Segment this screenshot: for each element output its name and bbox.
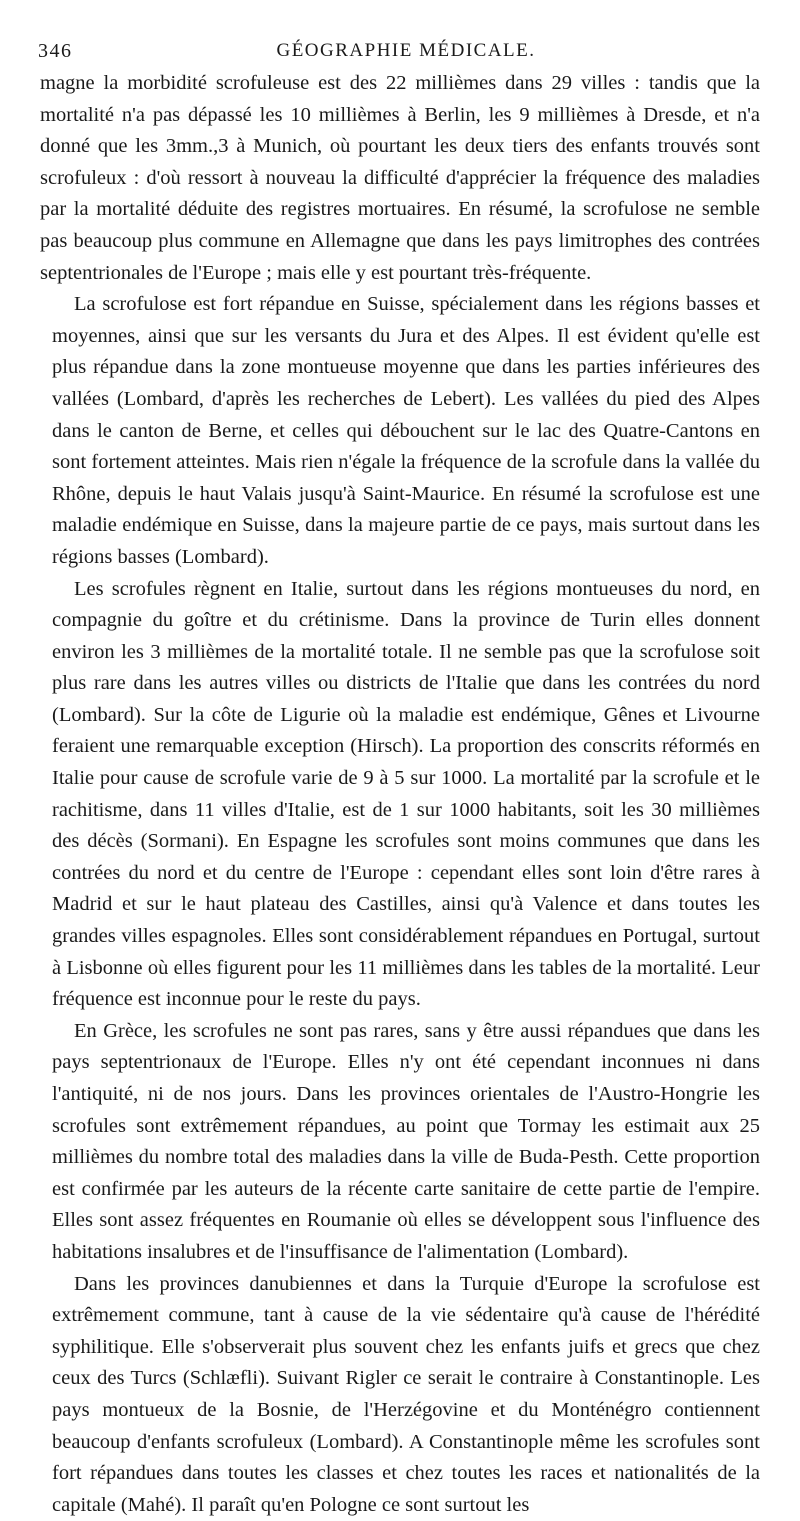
paragraph-switzerland: La scrofulose est fort répandue en Suisse, spécialement dans les régions basses et moyennes, ainsi que sur les versants du Jura et des Alpes. Il est évident qu'elle est plus répandue dans la zone montueuse moyenne que dans les parties inférieures des vallées (Lombard, d'après les recherches de Lebert). Les vallées du pied des Alpes dans le canton de Berne, et celles qui débouchent sur le lac des Quatre-Cantons en sont fortement atteintes. Mais rien n'égale la fréquence de la scrofule dans la vallée du Rhône, depuis le haut Valais jusqu'à Saint-Maurice. En résumé la scrofulose est une maladie endémique en Suisse, dans la majeure partie de ce pays, mais surtout dans les régions basses (Lombard). bbox=[52, 293, 760, 568]
paragraph-danube-turkey: Dans les provinces danubiennes et dans la Turquie d'Europe la scrofulose est extrêmement commune, tant à cause de la vie sédentaire qu'à cause de l'hérédité syphilitique. Elle s'observerait plus souvent chez les enfants juifs et grecs que chez ceux des Turcs (Schlæfli). Suivant Rigler ce serait le contraire à Constantinople. Les pays montueux de la Bosnie, de l'Herzégovine et du Monténégro contiennent beaucoup d'enfants scrofuleux (Lombard). A Constantinople même les scrofules sont fort répandues dans toutes les classes et chez toutes les races et nationalités de la capitale (Mahé). Il paraît qu'en Pologne ce sont surtout les bbox=[52, 1272, 760, 1516]
paragraph-italy-spain-portugal: Les scrofules règnent en Italie, surtout dans les régions montueuses du nord, en compagnie du goître et du crétinisme. Dans la province de Turin elles donnent environ les 3 millièmes de la mortalité totale. Il ne semble pas que la scrofulose soit plus rare dans les autres villes ou districts de l'Italie que dans les contrées du nord (Lombard). Sur la côte de Ligurie où la maladie est endémique, Gênes et Livourne feraient une remarquable exception (Hirsch). La proportion des conscrits réformés en Italie pour cause de scrofule varie de 9 à 5 sur 1000. La mortalité par la scrofule et le rachitisme, dans 11 villes d'Italie, est de 1 sur 1000 habitants, soit les 30 millièmes des décès (Sormani). En Espagne les scrofules sont moins communes que dans les contrées du nord et du centre de l'Europe : cependant elles sont loin d'être rares à Madrid et sur le haut plateau des Castilles, ainsi qu'à Valence et dans toutes les grandes villes espagnoles. Elles sont considérablement répandues en Portugal, surtout à Lisbonne où elles figurent pour les 11 millièmes dans les tables de la mortalité. Leur fréquence est inconnue pour le reste du pays. bbox=[52, 577, 760, 1011]
paragraph-continued: magne la morbidité scrofuleuse est des 22 millièmes dans 29 villes : tandis que la mortalité n'a pas dépassé les 10 millièmes à Berlin, les 9 millièmes à Dresde, et n'a donné que les 3mm.,3 à Munich, où pourtant les deux tiers des enfants trouvés sont scrofuleux : d'où ressort à nouveau la difficulté d'apprécier la fréquence des maladies par la mortalité déduite des registres mortuaires. En résumé, la scrofulose ne semble pas beaucoup plus commune en Allemagne que dans les pays limitrophes des contrées septentrionales de l'Europe ; mais elle y est pourtant très-fréquente. bbox=[40, 72, 760, 284]
running-title: GÉOGRAPHIE MÉDICALE. bbox=[276, 40, 536, 61]
paragraph-greece-austro-hongrie: En Grèce, les scrofules ne sont pas rares, sans y être aussi répandues que dans les pays septentrionaux de l'Europe. Elles n'y ont été cependant inconnues ni dans l'antiquité, ni de nos jours. Dans les provinces orientales de l'Austro-Hongrie les scrofules sont extrêmement répandues, au point que Tormay les estimait aux 25 millièmes du nombre total des maladies dans la ville de Buda-Pesth. Cette proportion est confirmée par les auteurs de la récente carte sanitaire de cette partie de l'empire. Elles sont assez fréquentes en Roumanie où elles se développent sous l'influence des habitations insalubres et de l'insuffisance de l'alimentation (Lombard). bbox=[52, 1019, 760, 1263]
page-header bbox=[38, 26, 760, 66]
page-number: 346 bbox=[38, 40, 73, 62]
body-text bbox=[40, 68, 760, 1521]
